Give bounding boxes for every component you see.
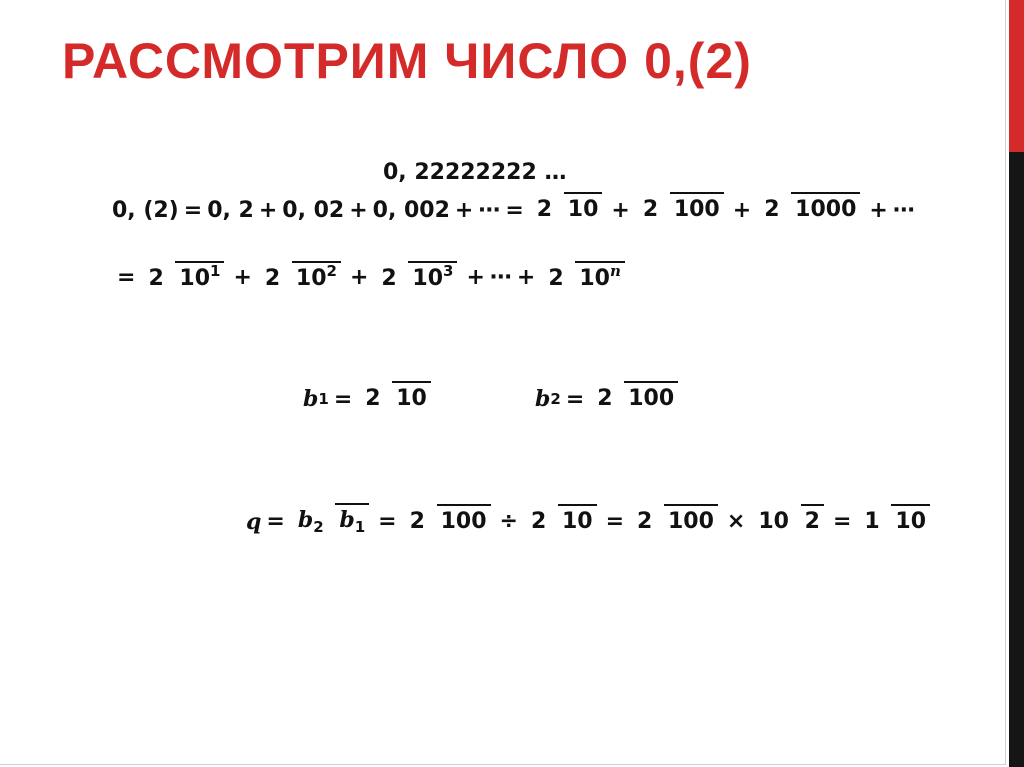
denominator — [575, 261, 625, 291]
power-base: 10 — [579, 266, 610, 291]
decimal-term: 0, 2 — [207, 198, 254, 223]
denominator — [175, 261, 224, 291]
power-base: 10 — [412, 266, 444, 291]
decimal-term: 0, 02 — [282, 198, 345, 223]
plus-sign: + — [611, 198, 630, 223]
equals-sign: = — [605, 509, 624, 535]
multiply-sign: × — [726, 509, 746, 535]
fraction — [533, 198, 603, 222]
exponent: n — [609, 262, 621, 280]
equals-sign: = — [266, 509, 285, 535]
fraction — [754, 510, 824, 534]
variable-b: b — [535, 386, 551, 412]
ellipsis: ⋯ — [489, 264, 512, 290]
variable-b: b — [297, 507, 314, 533]
denominator: 100 — [624, 381, 678, 411]
variable-q: q — [246, 508, 262, 535]
variable-b: b — [303, 386, 319, 412]
divide-sign: ÷ — [499, 509, 518, 535]
fraction — [406, 510, 491, 534]
equals-sign: = — [378, 509, 397, 535]
numerator: 2 — [536, 197, 553, 223]
equals-sign: = — [333, 386, 353, 412]
accent-bar-dark — [1009, 152, 1024, 767]
power-base: 10 — [295, 266, 327, 291]
denominator — [335, 503, 369, 536]
numerator: 2 — [764, 197, 780, 223]
power-base: 10 — [179, 266, 211, 291]
denominator: 10 — [891, 504, 930, 534]
plus-sign: + — [349, 264, 369, 290]
first-term-definition — [303, 386, 435, 412]
fraction — [261, 263, 341, 291]
numerator — [294, 508, 328, 536]
denominator: 100 — [664, 504, 718, 534]
subscript: 1 — [318, 390, 329, 408]
equals-sign: = — [565, 386, 585, 412]
exponent: 1 — [210, 262, 221, 280]
ellipsis: ⋯ — [892, 198, 915, 223]
sum-equation — [112, 198, 915, 223]
subscript: 2 — [313, 518, 324, 536]
second-term-definition — [535, 386, 682, 412]
subscript: 1 — [354, 518, 366, 536]
numerator: 2 — [148, 266, 164, 291]
plus-sign: + — [349, 198, 368, 223]
denominator — [408, 261, 457, 291]
plus-sign: + — [454, 198, 474, 223]
denominator: 100 — [670, 192, 724, 222]
fraction — [760, 198, 860, 222]
power-series — [112, 263, 629, 291]
denominator: 10 — [564, 192, 603, 222]
fraction — [639, 198, 724, 222]
fraction — [633, 510, 718, 534]
numerator: 2 — [530, 508, 547, 534]
fraction — [361, 387, 431, 411]
fraction — [294, 508, 369, 536]
decimal-term: 0, 002 — [372, 198, 450, 223]
fraction — [527, 510, 597, 534]
ratio-equation — [246, 508, 934, 536]
denominator: 10 — [558, 504, 597, 534]
subscript: 2 — [550, 390, 561, 408]
numerator: 2 — [409, 508, 425, 534]
plus-sign: + — [732, 198, 752, 223]
decimal-value: 0, 22222222 … — [383, 160, 567, 185]
equals-sign: = — [117, 264, 136, 290]
denominator: 1000 — [791, 192, 860, 222]
slide-title: РАССМОТРИМ ЧИСЛО 0,(2) — [62, 33, 752, 89]
numerator: 1 — [864, 508, 880, 534]
denominator — [292, 261, 341, 291]
fraction — [544, 263, 625, 291]
denominator: 10 — [392, 381, 431, 411]
numerator: 2 — [548, 266, 564, 291]
plus-sign: + — [869, 198, 888, 223]
decimal-expansion — [383, 160, 566, 185]
accent-bar-red — [1009, 0, 1024, 152]
numerator: 2 — [365, 385, 381, 411]
equals-sign: = — [183, 198, 203, 223]
numerator: 2 — [637, 508, 653, 534]
equals-sign: = — [505, 198, 524, 223]
numerator: 2 — [264, 266, 281, 291]
fraction — [593, 387, 678, 411]
numerator: 2 — [597, 385, 613, 411]
fraction — [144, 263, 224, 291]
numerator: 2 — [381, 266, 397, 291]
equals-sign: = — [832, 509, 852, 535]
fraction — [860, 510, 930, 534]
plus-sign: + — [233, 264, 252, 290]
plus-sign: + — [516, 264, 536, 290]
denominator: 100 — [437, 504, 491, 534]
numerator: 2 — [642, 197, 659, 223]
denominator: 2 — [801, 504, 824, 534]
ellipsis: ⋯ — [478, 198, 501, 223]
periodic-number: 0, (2) — [112, 198, 179, 223]
plus-sign: + — [258, 198, 278, 223]
numerator: 10 — [758, 508, 789, 534]
exponent: 2 — [326, 262, 337, 280]
plus-sign: + — [466, 264, 485, 290]
variable-b: b — [339, 507, 355, 533]
exponent: 3 — [443, 262, 454, 280]
fraction — [377, 263, 457, 291]
